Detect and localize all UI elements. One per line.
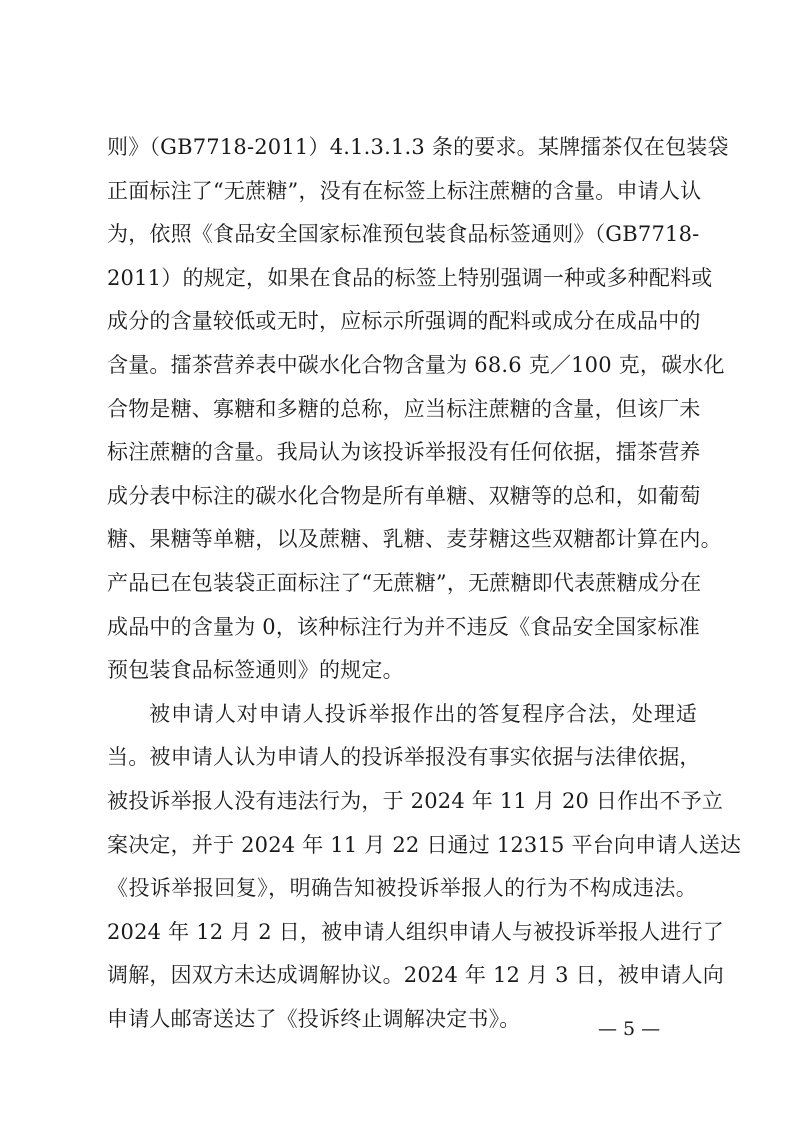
text-line: 成分表中标注的碳水化合物是所有单糖、双糖等的总和，如葡萄 [107, 483, 701, 508]
text-line: 预包装食品标签通则》的规定。 [107, 658, 404, 683]
text-line: 2024 年 12 月 2 日，被申请人组织申请人与被投诉举报人进行了 [107, 919, 724, 944]
text-line: 标注蔗糖的含量。我局认为该投诉举报没有任何依据，擂茶营养 [107, 440, 701, 465]
text-line: 调解，因双方未达成调解协议。2024 年 12 月 3 日，被申请人向 [107, 963, 724, 988]
text-line: 成分的含量较低或无时，应标示所强调的配料或成分在成品中的 [107, 309, 701, 334]
text-line: 被申请人对申请人投诉举报作出的答复程序合法，处理适 [149, 701, 697, 726]
text-line: 合物是糖、寡糖和多糖的总称，应当标注蔗糖的含量，但该厂未 [107, 396, 701, 421]
text-line: 2011）的规定，如果在食品的标签上特别强调一种或多种配料或 [107, 265, 713, 290]
document-body [107, 126, 742, 1041]
text-line: 《投诉举报回复》，明确告知被投诉举报人的行为不构成违法。 [107, 876, 697, 901]
text-line: 申请人邮寄送达了《投诉终止调解决定书》。 [107, 1006, 521, 1031]
text-line: 含量。擂茶营养表中碳水化合物含量为 68.6 克／100 克，碳水化 [107, 352, 725, 377]
text-line: 产品已在包装袋正面标注了“无蔗糖”，无蔗糖即代表蔗糖成分在 [107, 570, 702, 595]
page-number: — 5 — [598, 1018, 661, 1040]
text-line: 案决定，并于 2024 年 11 月 22 日通过 12315 平台向申请人送达 [107, 832, 742, 857]
text-line: 成品中的含量为 0，该种标注行为并不违反《食品安全国家标准 [107, 614, 700, 639]
text-line: 当。被申请人认为申请人的投诉举报没有事实依据与法律依据， [107, 745, 701, 770]
text-line: 为，依照《食品安全国家标准预包装食品标签通则》（GB7718- [107, 222, 700, 247]
text-line: 正面标注了“无蔗糖”，没有在标签上标注蔗糖的含量。申请人认 [107, 178, 702, 203]
text-line: 糖、果糖等单糖，以及蔗糖、乳糖、麦芽糖这些双糖都计算在内。 [107, 527, 722, 552]
text-line: 被投诉举报人没有违法行为，于 2024 年 11 月 20 日作出不予立 [107, 788, 724, 813]
paragraph-2 [107, 693, 742, 1042]
paragraph-1 [107, 126, 729, 693]
text-line: 则》（GB7718-2011）4.1.3.1.3 条的要求。某牌擂茶仅在包装袋 [107, 135, 729, 159]
